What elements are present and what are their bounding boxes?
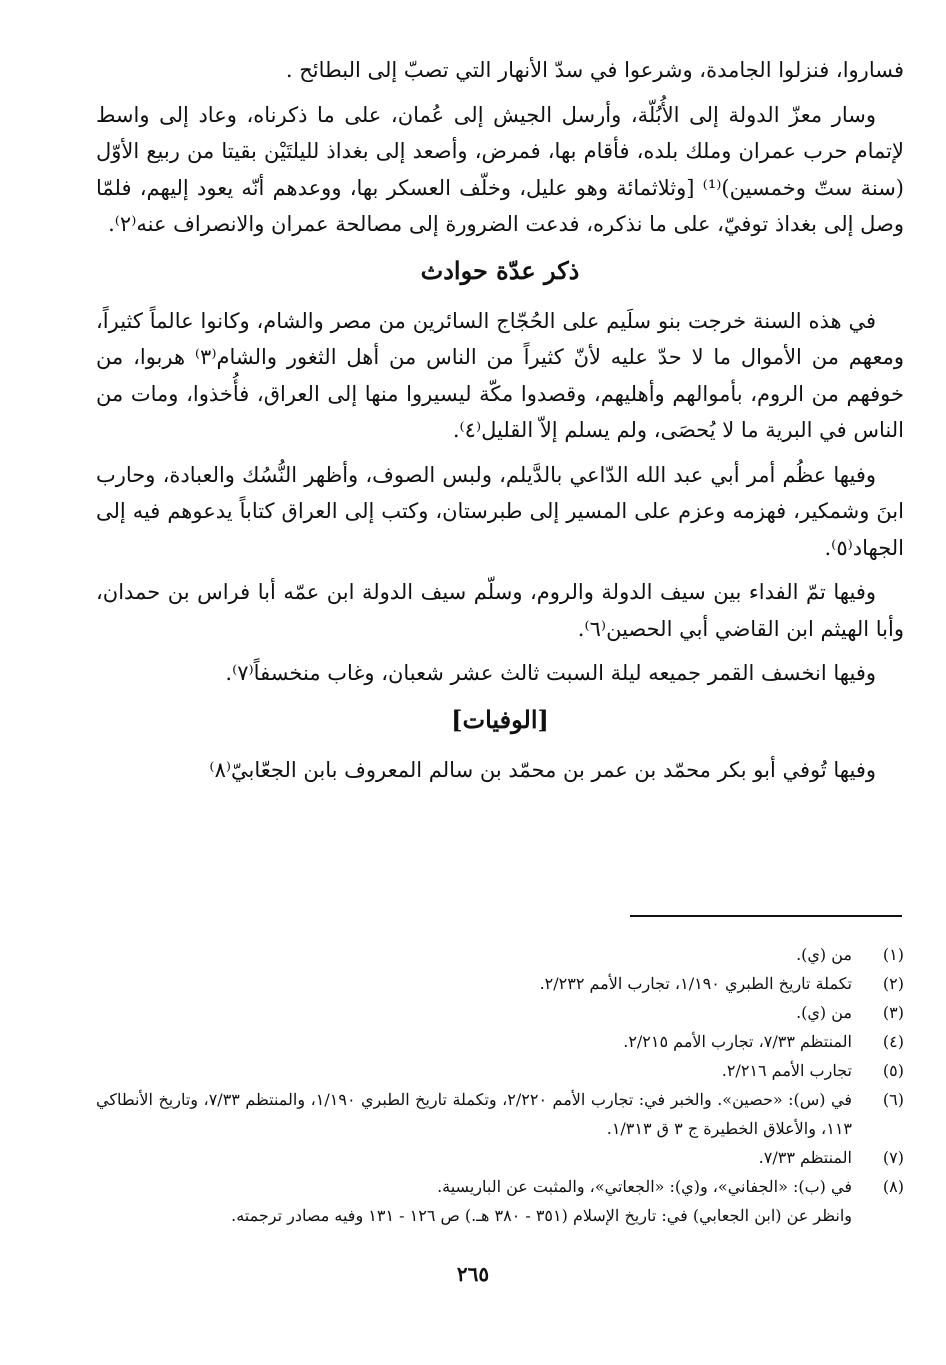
footnote-text: تجارب الأمم ٢/٢١٦.: [721, 1061, 852, 1080]
footnote-text: من (ي).: [796, 1003, 852, 1022]
footnote-7: [96, 1143, 904, 1172]
footnotes: [96, 940, 904, 1230]
footnote-2: [96, 969, 904, 998]
footnote-text: المنتظم ٧/٣٣.: [758, 1148, 852, 1167]
footnote-text: من (ي).: [796, 945, 852, 964]
footnote-5: [96, 1056, 904, 1085]
footnote-text: في (ب): «الجفاني»، و(ي): «الجعاتي»، والمثبت عن الباريسية.: [437, 1177, 852, 1196]
paragraph-2: وسار معزّ الدولة إلى الأُبُلّة، وأرسل الجيش إلى عُمان، على ما ذكرناه، وعاد إلى واسط لإتمام حرب عمران وملك بلده، فأقام بها، فمرض، وأصعد إلى بغداذ لليلتَيْن بقيتا من ربيع الأوّل (سنة ستّ وخمسين)⁽¹⁾ [وثلاثمائة وهو عليل، وخلّف العسكر بها، ووعدهم أنّه يعود إليهم، فلمّا وصل إلى بغداذ توفيّ، على ما نذكره، فدعت الضرورة إلى مصالحة عمران والانصراف عنه⁽٢⁾.: [96, 102, 904, 236]
footnote-text: المنتظم ٧/٣٣، تجارب الأمم ٢/٢١٥.: [623, 1032, 852, 1051]
footnote-number: (٧): [882, 1148, 904, 1167]
footnote-3: [96, 998, 904, 1027]
footnote-number: (٨): [882, 1177, 904, 1196]
footnote-number: (٥): [882, 1061, 904, 1080]
footnote-number: (٦): [882, 1090, 904, 1109]
main-text: [96, 52, 904, 796]
section-heading-deaths: [الوفيات]: [451, 704, 549, 734]
footnote-number: (١): [882, 945, 904, 964]
paragraph-6: وفيها انخسف القمر جميعه ليلة السبت ثالث عشر شعبان، وغاب منخسفاً⁽٧⁾.: [225, 661, 876, 685]
footnote-8-continuation: وانظر عن (ابن الجعابي) في: تاريخ الإسلام (٣٥١ - ٣٨٠ هـ.) ص ١٢٦ - ١٣١ وفيه مصادر ترجمته.: [231, 1206, 852, 1225]
page-number: ٢٦٥: [456, 1262, 490, 1286]
paragraph-4: وفيها عظُم أمر أبي عبد الله الدّاعي بالدَّيلم، ولبس الصوف، وأظهر النُّسُك والعبادة، وحارب ابنَ وشمكير، فهزمه وعزم على المسير إلى طبرستان، وكتب إلى العراق كتاباً يدعوهم فيه إلى الجهاد⁽٥⁾.: [96, 462, 904, 560]
paragraph-7: وفيها تُوفي أبو بكر محمّد بن عمر بن محمّد بن سالم المعروف بابن الجعّابيّ⁽٨⁾: [209, 757, 876, 782]
paragraph-5: وفيها تمّ الفداء بين سيف الدولة والروم، وسلّم سيف الدولة ابن عمّه أبا فراس بن حمدان، وأبا الهيثم ابن القاضي أبي الحصين⁽٦⁾.: [96, 580, 904, 641]
section-heading-events: ذكر عدّة حوادث: [420, 255, 580, 285]
footnote-6: [96, 1085, 904, 1143]
footnote-text: تكملة تاريخ الطبري ١/١٩٠، تجارب الأمم ٢/٢٣٢.: [539, 974, 852, 993]
footnote-text: في (س): «حصين». والخبر في: تجارب الأمم ٢/٢٢٠، وتكملة تاريخ الطبري ١/١٩٠، والمنتظم ٧/٣٣، وتاريخ الأنطاكي ١١٣، والأعلاق الخطيرة ج ٣ ق ١/٣١٣.: [96, 1090, 853, 1138]
footnote-separator: [630, 915, 902, 917]
footnote-8: [96, 1172, 904, 1201]
footnote-4: [96, 1027, 904, 1056]
paragraph-1: فساروا، فنزلوا الجامدة، وشرعوا في سدّ الأنهار التي تصبّ إلى البطائح .: [285, 58, 904, 82]
footnote-number: (٣): [882, 1003, 904, 1022]
footnote-1: [96, 940, 904, 969]
footnote-number: (٢): [882, 974, 904, 993]
footnote-number: (٤): [882, 1032, 904, 1051]
paragraph-3: في هذه السنة خرجت بنو سلَيم على الحُجّاج السائرين من مصر والشام، وكانوا عالماً كثيراً، ومعهم من الأموال ما لا حدّ عليه لأنّ كثيراً من الناس من أهل الثغور والشام⁽٣⁾ هربوا، من خوفهم من الروم، بأموالهم وأهليهم، وقصدوا مكّة ليسيروا منها إلى العراق، فأُخذوا، ومات من الناس في البرية ما لا يُحصَى، ولم يسلم إلاّ القليل⁽٤⁾.: [96, 308, 904, 442]
